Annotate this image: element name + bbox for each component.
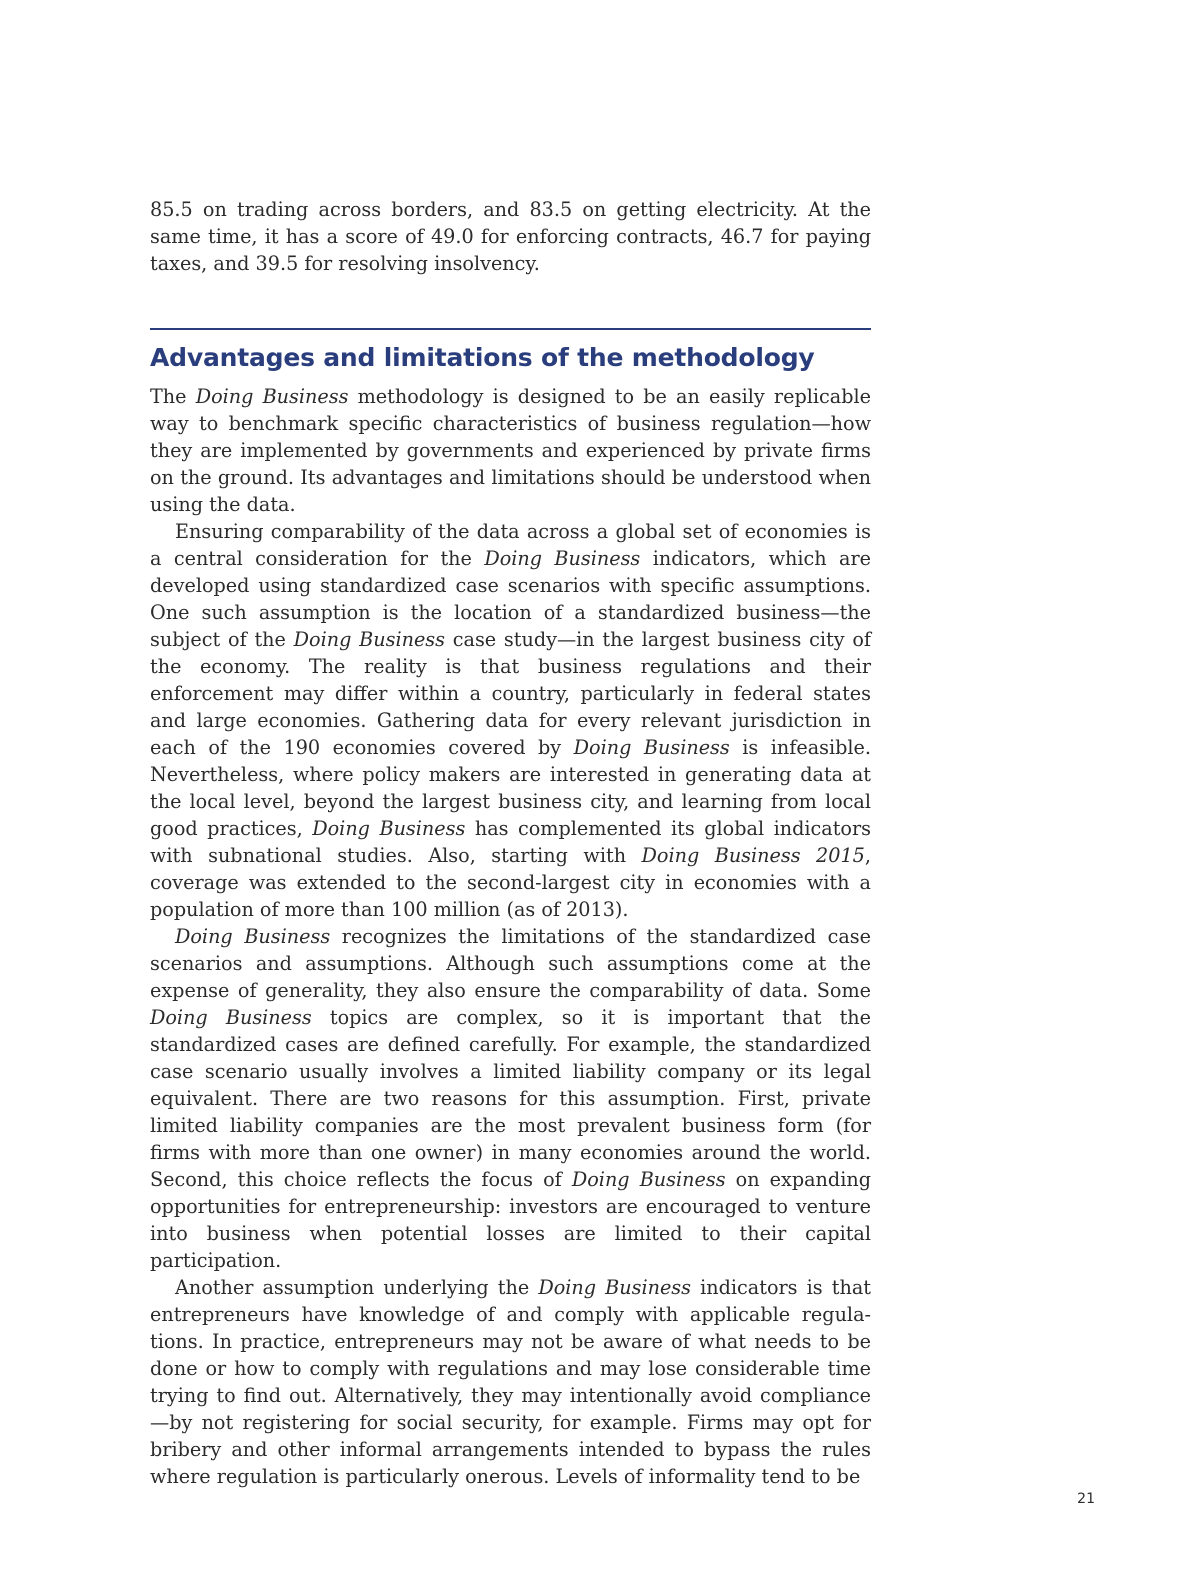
italic-title: Doing Business 2015 bbox=[641, 844, 865, 867]
page-number: 21 bbox=[1077, 1491, 1095, 1507]
section-divider bbox=[150, 328, 871, 330]
section-heading: Advantages and limitations of the methodology bbox=[150, 343, 815, 372]
paragraph-2 bbox=[150, 518, 871, 923]
intro-paragraph-block bbox=[150, 196, 871, 277]
text-run: has complemented its global indicators with subnational studies. Also, starting with bbox=[150, 817, 871, 867]
intro-paragraph: 85.5 on trading across borders, and 83.5 on getting electricity. At the same time, it has a score of 49.0 for enforcing contracts, 46.7 for paying taxes, and 39.5 for resolving insolvency. bbox=[150, 198, 871, 275]
italic-title: Doing Business bbox=[195, 385, 349, 408]
paragraph-4 bbox=[150, 1274, 871, 1490]
text-run: Ensuring comparability of the data across a global set of economies is a central consideration for the bbox=[150, 520, 871, 570]
italic-title: Doing Business bbox=[484, 547, 641, 570]
text-run: case study—in the largest business city of the economy. The reality is that business regulations and their enforcement may differ within a country, particularly in federal states and large economies. Gathering data for every relevant jurisdiction in each of the 190 economies covered by bbox=[150, 628, 871, 759]
paragraph-1 bbox=[150, 383, 871, 518]
italic-title: Doing Business bbox=[312, 817, 466, 840]
text-run: topics are complex, so it is important that the standardized cases are defined carefully. For example, the standardized case scenario usually involves a limited liability company or its legal equivalent. There are two reasons for this assumption. First, private limited liability companies are the most prevalent business form (for firms with more than one owner) in many economies around the world. Second, this choice reflects the focus of bbox=[150, 1006, 871, 1191]
text-run: indicators, which are developed using standardized case scenarios with specific assumptions. One such assumption is the location of a standardized business—the subject of the bbox=[150, 547, 871, 651]
paragraph-3 bbox=[150, 923, 871, 1274]
text-run: The bbox=[150, 385, 196, 408]
text-run: indicators is that entrepreneurs have knowledge of and comply with applicable regulations. In practice, entrepreneurs may not be aware of what needs to be done or how to comply with regulations and may lose considerable time trying to find out. Alternatively, they may intentionally avoid compliance—by not registering for social security, for example. Firms may opt for bribery and other informal arrangements intended to bypass the rules where regulation is particularly onerous. Levels of informality tend to be bbox=[150, 1276, 871, 1488]
text-run: recognizes the limitations of the standardized case scenarios and assumptions. Although such assumptions come at the expense of generality, they also ensure the comparability of data. Some bbox=[150, 925, 871, 1002]
text-run: is infeasible. Nevertheless, where policy makers are interested in generating data at the local level, beyond the largest business city, and learning from local good practices, bbox=[150, 736, 871, 840]
text-run: methodology is designed to be an easily replicable way to benchmark specific characteristics of business regulation—how they are implemented by governments and experienced by private firms on the ground. Its advantages and limitations should be understood when using the data. bbox=[150, 385, 871, 516]
text-run: , coverage was extended to the second-largest city in economies with a population of more than 100 million (as of 2013). bbox=[150, 844, 871, 921]
italic-title: Doing Business bbox=[571, 1168, 726, 1191]
text-run: on expanding opportunities for entrepreneurship: investors are encouraged to venture into business when potential losses are limited to their capital participation. bbox=[150, 1168, 871, 1272]
italic-title: Doing Business bbox=[293, 628, 445, 651]
italic-title: Doing Business bbox=[573, 736, 730, 759]
section-body bbox=[150, 383, 871, 1490]
italic-title: Doing Business bbox=[538, 1276, 692, 1299]
italic-title: Doing Business bbox=[150, 1006, 312, 1029]
text-run: Another assumption underlying the bbox=[175, 1276, 539, 1299]
italic-title: Doing Business bbox=[175, 925, 331, 948]
